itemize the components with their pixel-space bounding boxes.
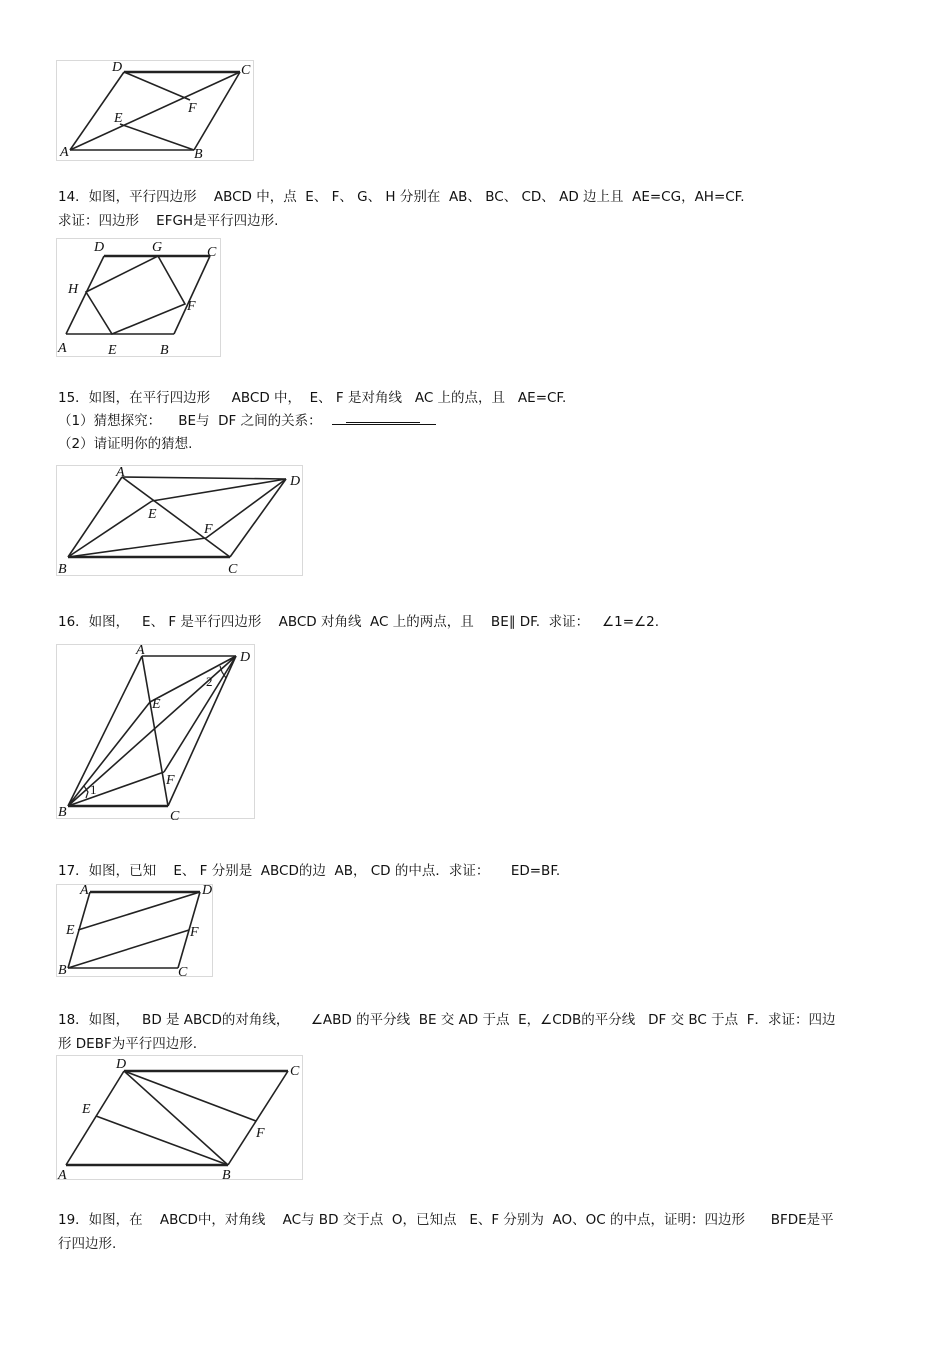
question-15-line1: 15．如图，在平行四边形 ABCD 中， E、 F 是对角线 AC 上的点，且 AE=CF. (58, 390, 567, 406)
figure-18 (56, 1055, 308, 1183)
question-15-line2-text: （1）猜想探究： BE与 DF 之间的关系： (58, 413, 322, 429)
label-F: F (166, 773, 175, 788)
question-15-line2 (58, 410, 436, 433)
label-B: B (194, 147, 203, 162)
figure-14-svg (56, 238, 224, 360)
label-D: D (112, 60, 123, 75)
label-C: C (207, 245, 217, 260)
figure-16-svg (56, 644, 260, 822)
label-E: E (82, 1102, 91, 1117)
label-F: F (190, 925, 199, 940)
label-C: C (228, 562, 238, 577)
angle-1-label: 1 (90, 782, 97, 797)
figure-18-svg (56, 1055, 308, 1183)
label-A: A (80, 883, 89, 898)
figure-17-svg (56, 884, 218, 980)
label-C: C (170, 809, 180, 824)
label-F: F (188, 101, 197, 116)
label-D: D (116, 1057, 127, 1072)
label-A: A (58, 341, 67, 356)
label-A: A (58, 1168, 67, 1183)
label-F: F (256, 1126, 265, 1141)
question-18-line2: 形 DEBF为平行四边形. (58, 1036, 198, 1052)
label-F: F (187, 299, 196, 314)
label-B: B (58, 562, 67, 577)
figure-13-svg (56, 60, 256, 162)
question-19-line2: 行四边形. (58, 1236, 117, 1252)
label-B: B (222, 1168, 231, 1183)
label-D: D (202, 883, 213, 898)
label-C: C (178, 965, 188, 980)
label-C: C (290, 1064, 300, 1079)
figure-15-svg (56, 465, 308, 579)
label-C: C (241, 63, 251, 78)
label-D: D (290, 474, 301, 489)
figure-15 (56, 465, 308, 579)
label-D: D (240, 650, 251, 665)
question-14-line1: 14．如图，平行四边形 ABCD 中，点 E、 F、 G、 H 分别在 AB、 BC、 CD、 AD 边上且 AE=CG，AH=CF. (58, 189, 745, 205)
answer-blank[interactable] (332, 410, 436, 425)
label-D: D (94, 240, 105, 255)
label-E: E (108, 343, 117, 358)
question-18-line1: 18．如图， BD 是 ABCD的对角线， ∠ABD 的平分线 BE 交 AD 于点 E，∠CDB的平分线 DF 交 BC 于点 F．求证：四边 (58, 1012, 836, 1028)
question-19-line1: 19．如图，在 ABCD中，对角线 AC与 BD 交于点 O，已知点 E、F 分别为 AO、OC 的中点，证明：四边形 BFDE是平 (58, 1212, 834, 1228)
figure-17 (56, 884, 218, 980)
label-A: A (136, 643, 145, 658)
label-F: F (204, 522, 213, 537)
label-H: H (68, 282, 79, 297)
label-B: B (160, 343, 169, 358)
question-15-line3: （2）请证明你的猜想. (58, 436, 193, 452)
label-B: B (58, 805, 67, 820)
question-16-line1: 16．如图， E、 F 是平行四边形 ABCD 对角线 AC 上的两点，且 BE∥ DF. 求证： ∠1=∠2. (58, 614, 659, 630)
label-E: E (152, 697, 161, 712)
label-E: E (114, 111, 123, 126)
label-E: E (66, 923, 75, 938)
question-14-line2: 求证：四边形 EFGH是平行四边形. (58, 213, 279, 229)
label-A: A (116, 465, 125, 480)
label-B: B (58, 963, 67, 978)
angle-2-label: 2 (206, 674, 213, 689)
figure-16 (56, 644, 260, 822)
label-E: E (148, 507, 157, 522)
question-17-line1: 17．如图，已知 E、 F 分别是 ABCD的边 AB， CD 的中点．求证： ED=BF. (58, 863, 561, 879)
figure-14 (56, 238, 224, 360)
label-G: G (152, 240, 163, 255)
label-A: A (60, 145, 69, 160)
figure-13 (56, 60, 256, 162)
